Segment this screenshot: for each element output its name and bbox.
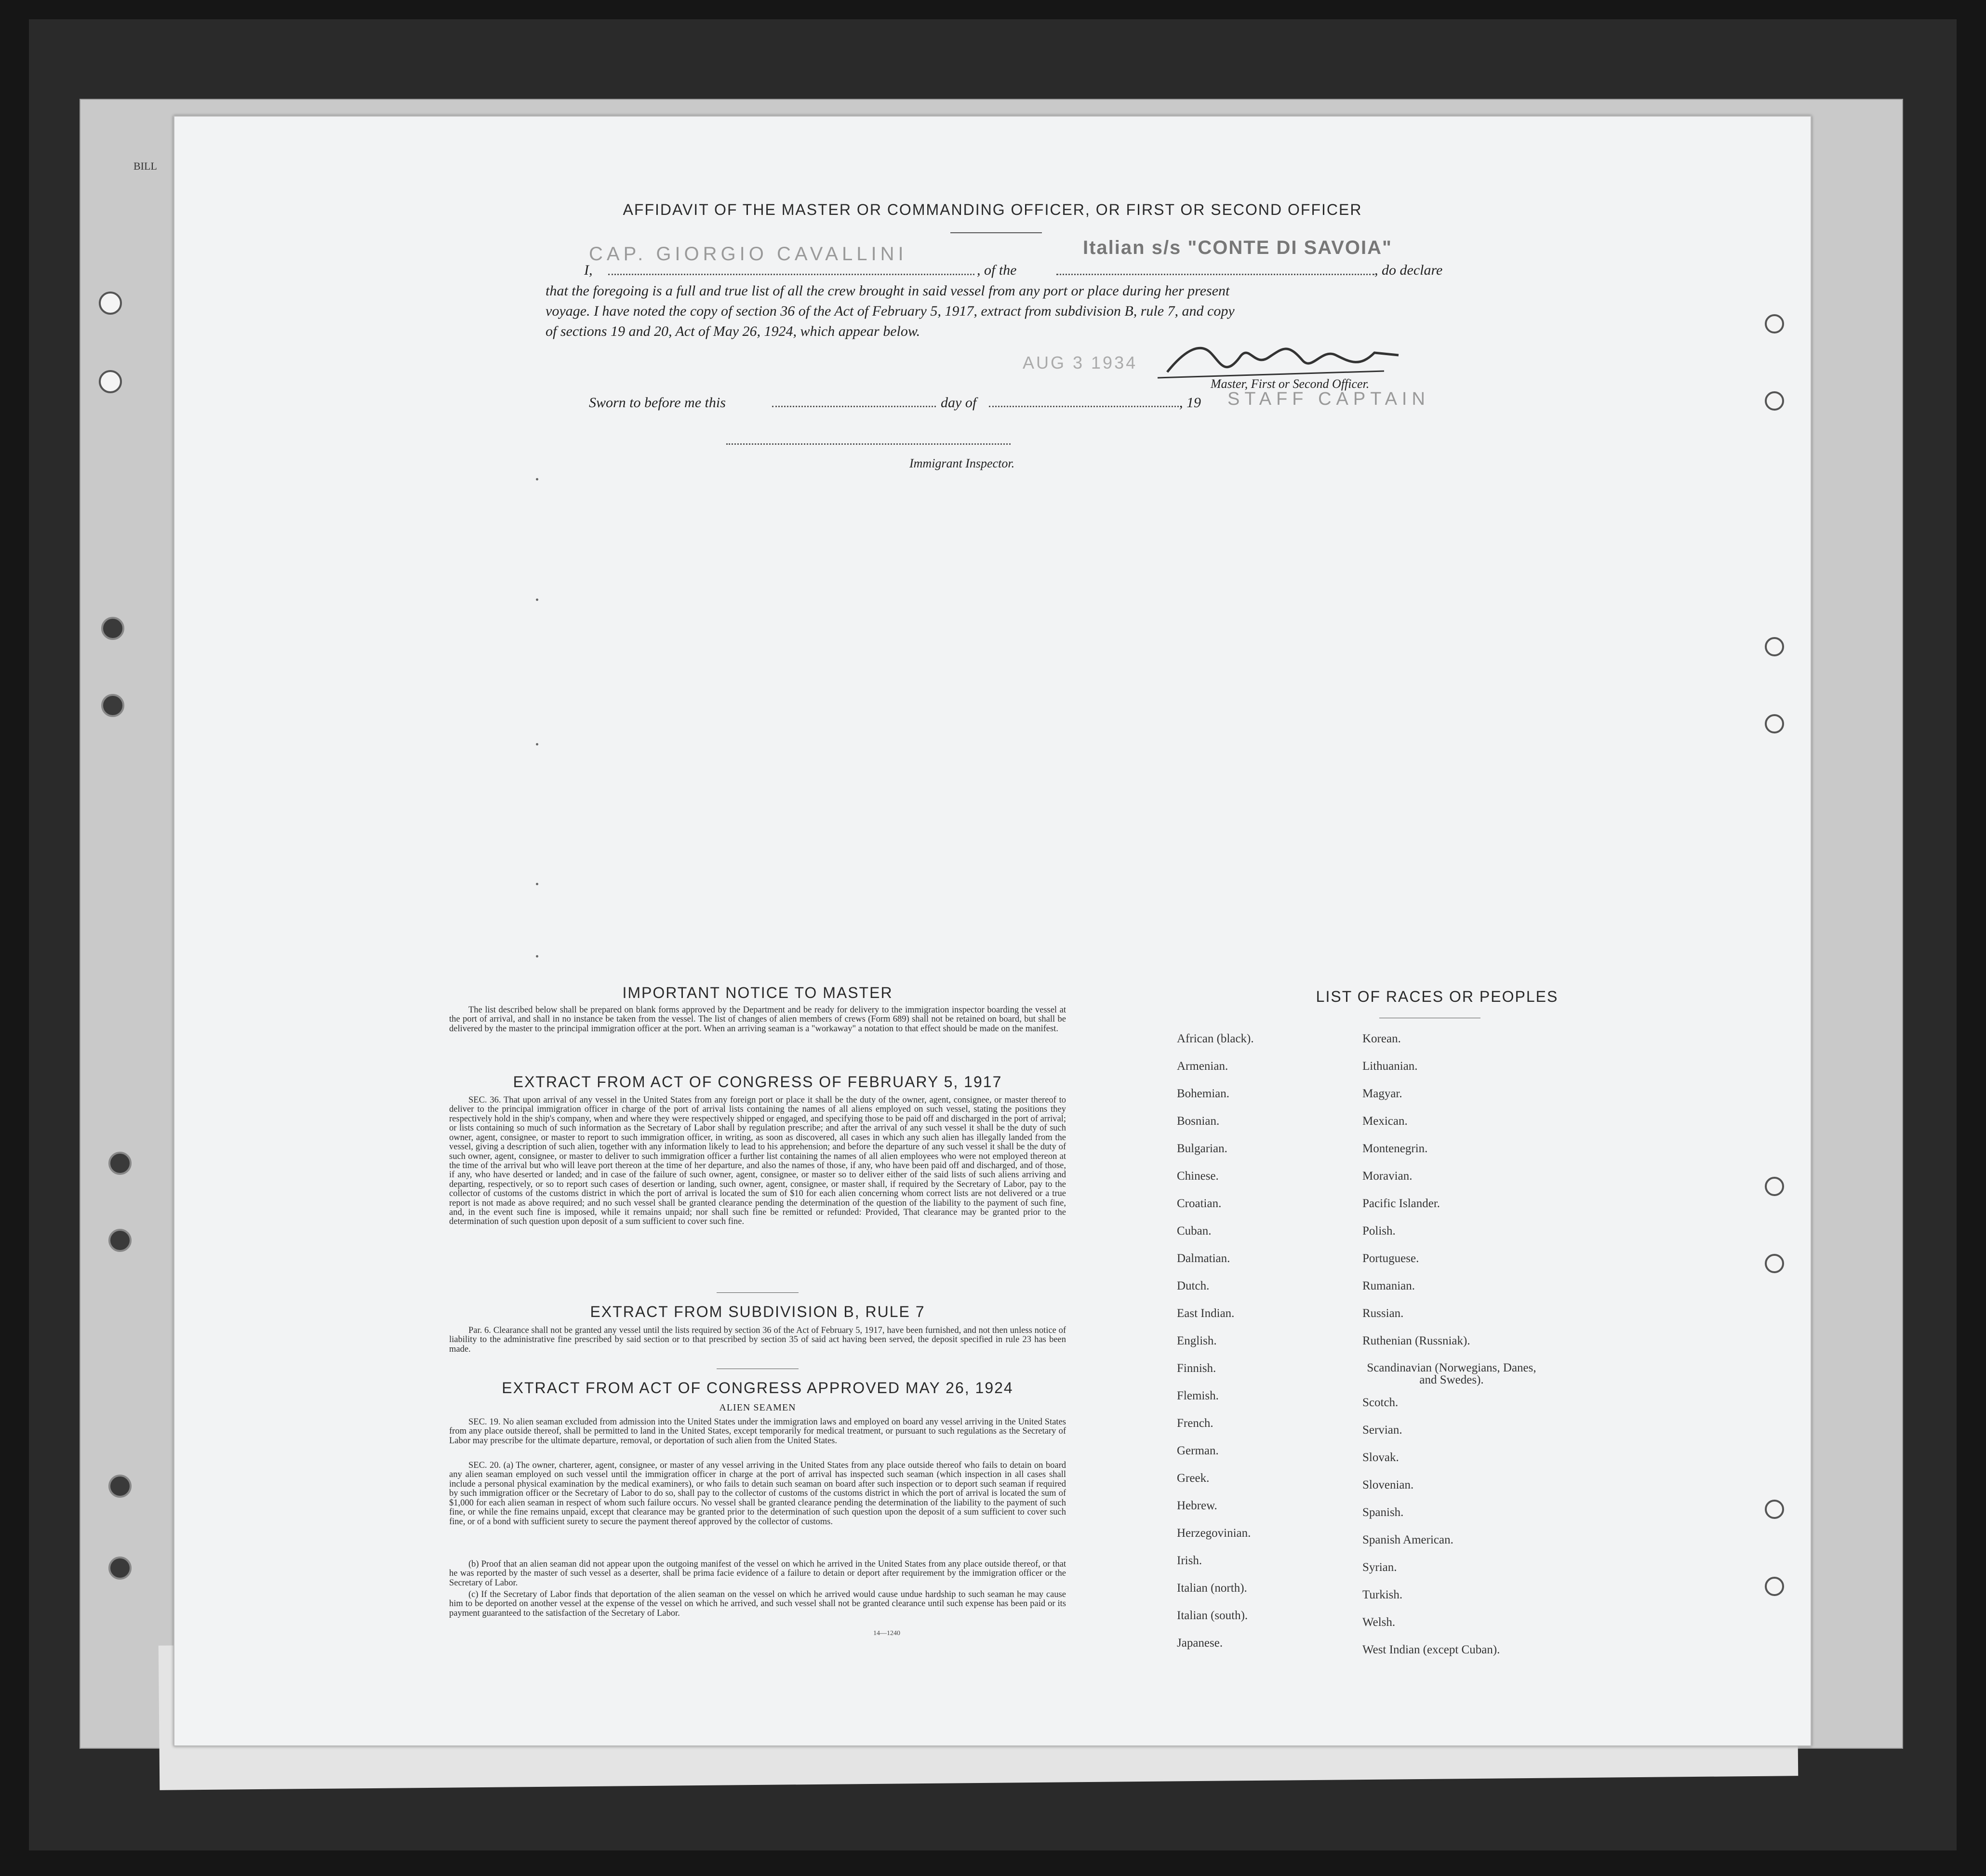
race-item: Japanese. xyxy=(1177,1637,1223,1650)
race-item: Herzegovinian. xyxy=(1177,1527,1251,1540)
race-item: Scandinavian (Norwegians, Danes, and Swedes). xyxy=(1367,1361,1536,1386)
punch-hole-icon xyxy=(1765,314,1784,333)
signature-caption: Master, First or Second Officer. xyxy=(1211,377,1370,391)
race-item: Croatian. xyxy=(1177,1197,1222,1210)
notice-title: IMPORTANT NOTICE TO MASTER xyxy=(622,984,893,1001)
punch-hole-icon xyxy=(108,1229,132,1252)
declaration-line-3: voyage. I have noted the copy of section 36 of the Act of February 5, 1917, extract from subdivision B, rule 7, and copy xyxy=(546,303,1235,319)
inspector-caption: Immigrant Inspector. xyxy=(909,456,1015,470)
race-item: Lithuanian. xyxy=(1362,1060,1418,1073)
race-item: Portuguese. xyxy=(1362,1252,1419,1265)
title-rule xyxy=(950,232,1042,233)
race-item: Scotch. xyxy=(1362,1396,1399,1409)
race-item: Pacific Islander. xyxy=(1362,1197,1440,1210)
sworn-label: Sworn to before me this xyxy=(589,395,726,411)
race-item: Ruthenian (Russniak). xyxy=(1362,1334,1470,1347)
race-item: English. xyxy=(1177,1334,1217,1347)
race-item: Slovak. xyxy=(1362,1451,1399,1464)
of-the-label: , of the xyxy=(977,262,1017,278)
margin-dot xyxy=(536,743,538,745)
race-item: Turkish. xyxy=(1362,1588,1403,1601)
race-item: West Indian (except Cuban). xyxy=(1362,1643,1500,1656)
staff-captain-stamp: STAFF CAPTAIN xyxy=(1227,389,1430,409)
races-title: LIST OF RACES OR PEOPLES xyxy=(1316,988,1559,1005)
sec19-body: SEC. 19. No alien seaman excluded from admission into the United States under the immigration laws and employed on board any vessel arriving in the United States from any place outside thereof, shall be permitted to land in the United States, except temporarily for medical treatment, or pursuant to such regulations as the Secretary of Labor may prescribe for the ultimate departure, removal, or deportation of such alien from the United States. xyxy=(449,1417,1066,1446)
race-item: Servian. xyxy=(1362,1424,1402,1437)
vessel-name-stamp: Italian s/s "CONTE DI SAVOIA" xyxy=(1083,237,1392,258)
notice-body: The list described below shall be prepared on blank forms approved by the Department and be ready for delivery to the immigration inspector boarding the vessel at the port of arrival, and shall in no instance be taken from the vessel. The list of changes of alien members of crews (Form 689) shall not be retained on board, but shall be delivered by the master to the principal immigration officer at the port. When an arriving seaman is a "workaway" a notation to that effect should be made on the manifest. xyxy=(449,1005,1066,1034)
race-item: Dutch. xyxy=(1177,1279,1210,1292)
race-item: Spanish. xyxy=(1362,1506,1404,1519)
margin-dot xyxy=(536,883,538,885)
race-item: Italian (north). xyxy=(1177,1582,1247,1595)
sec20a-body: SEC. 20. (a) The owner, charterer, agent, consignee, or master of any vessel arriving in the United States from any place outside thereof who fails to detain on board any alien seaman employed on such vessel until the immigration officer in charge at the port of arrival has inspected such seaman (which inspection in all cases shall include a personal physical examination by the medical examiners), or who fails to detain such seaman on board after such inspection or to deport such seaman if required by such immigration officer or the Secretary of Labor to do so, shall pay to the collector of customs of the customs district in which the port of arrival is located the sum of $1,000 for each alien seaman in respect of whom such failure occurs. No vessel shall be granted clearance pending the determination of the liability to the payment of such fine, or while the fine remains unpaid, except that clearance may be granted prior to the determination of such question upon the deposit of a sum sufficient to cover such fine, or of a bond with sufficient surety to secure the payment thereof approved by the collector of customs. xyxy=(449,1461,1066,1527)
punch-hole-icon xyxy=(1765,637,1784,656)
declaration-line-4: of sections 19 and 20, Act of May 26, 1924, which appear below. xyxy=(546,323,920,339)
race-item: Montenegrin. xyxy=(1362,1142,1428,1155)
extract-rule7-title: EXTRACT FROM SUBDIVISION B, RULE 7 xyxy=(590,1303,925,1320)
race-item: Russian. xyxy=(1362,1307,1404,1320)
section-rule xyxy=(717,1292,799,1293)
margin-dot xyxy=(536,955,538,958)
punch-hole-icon xyxy=(1765,1254,1784,1273)
alien-seamen-subtitle: ALIEN SEAMEN xyxy=(719,1402,796,1413)
punch-hole-icon xyxy=(101,617,124,640)
do-declare-label: , do declare xyxy=(1374,262,1443,278)
sworn-day-line xyxy=(772,406,936,407)
race-item: Syrian. xyxy=(1362,1561,1397,1574)
sworn-month-line xyxy=(989,406,1182,407)
race-item: Slovenian. xyxy=(1362,1478,1414,1491)
extract-1924-title: EXTRACT FROM ACT OF CONGRESS APPROVED MAY 26, 1924 xyxy=(502,1379,1013,1397)
race-item: Bohemian. xyxy=(1177,1087,1230,1100)
vessel-line xyxy=(1056,274,1374,275)
punch-hole-icon xyxy=(108,1557,132,1580)
race-item: Welsh. xyxy=(1362,1616,1396,1629)
affidavit-title: AFFIDAVIT OF THE MASTER OR COMMANDING OFFICER, OR FIRST OR SECOND OFFICER xyxy=(623,201,1362,218)
race-item: French. xyxy=(1177,1417,1213,1430)
race-item: Korean. xyxy=(1362,1032,1401,1045)
race-item: Moravian. xyxy=(1362,1170,1413,1183)
name-line xyxy=(608,274,974,275)
race-item: Irish. xyxy=(1177,1554,1202,1567)
punch-hole-icon xyxy=(1765,714,1784,733)
extract-rule7-body: Par. 6. Clearance shall not be granted any vessel until the lists required by section 36 of the Act of February 5, 1917, have been furnished, and not then unless notice of liability to the administrative fine prescribed by said section or to that prescribed by section 35 of said act having been served, the deposit specified in rule 23 has been made. xyxy=(449,1326,1066,1354)
inspector-line xyxy=(726,443,1011,445)
race-item: Hebrew. xyxy=(1177,1499,1217,1512)
margin-dot xyxy=(536,599,538,601)
year-label: , 19 xyxy=(1179,395,1201,411)
race-item: Spanish American. xyxy=(1362,1533,1453,1546)
race-item: Mexican. xyxy=(1362,1115,1408,1128)
date-stamp: AUG 3 1934 xyxy=(1023,353,1138,373)
race-item: Greek. xyxy=(1177,1472,1210,1485)
under-sheet-top-label: BILL xyxy=(133,160,157,172)
race-item: Cuban. xyxy=(1177,1224,1212,1237)
race-item: Bosnian. xyxy=(1177,1115,1220,1128)
name-prefix: I, xyxy=(584,262,593,278)
race-item: Bulgarian. xyxy=(1177,1142,1227,1155)
punch-hole-icon xyxy=(1765,1177,1784,1196)
master-name-stamp: CAP. GIORGIO CAVALLINI xyxy=(589,243,907,265)
punch-hole-icon xyxy=(99,292,122,315)
affidavit-sheet xyxy=(173,116,1812,1746)
race-item: Chinese. xyxy=(1177,1170,1219,1183)
punch-hole-icon xyxy=(1765,1500,1784,1519)
punch-hole-icon xyxy=(101,694,124,717)
day-of-label: day of xyxy=(941,395,977,411)
race-item: Armenian. xyxy=(1177,1060,1228,1073)
extract-1917-title: EXTRACT FROM ACT OF CONGRESS OF FEBRUARY 5, 1917 xyxy=(513,1073,1002,1091)
race-item: German. xyxy=(1177,1444,1219,1457)
sec20b-body: (b) Proof that an alien seaman did not appear upon the outgoing manifest of the vessel on which he arrived in the United States from any place outside thereof, or that he was reported by the master of such vessel as a deserter, shall be prima facie evidence of a failure to detain or deport after requirement by the immigration officer or the Secretary of Labor. xyxy=(449,1559,1066,1588)
punch-hole-icon xyxy=(108,1152,132,1175)
punch-hole-icon xyxy=(1765,391,1784,411)
race-item: Polish. xyxy=(1362,1224,1396,1237)
declaration-line-2: that the foregoing is a full and true list of all the crew brought in said vessel from any port or place during her present xyxy=(546,283,1230,299)
race-item: Magyar. xyxy=(1362,1087,1402,1100)
races-left-column xyxy=(1177,1032,1350,1659)
race-item: African (black). xyxy=(1177,1032,1254,1045)
race-item: East Indian. xyxy=(1177,1307,1235,1320)
extract-1917-body: SEC. 36. That upon arrival of any vessel in the United States from any foreign port or place it shall be the duty of the owner, agent, consignee, or master thereof to deliver to the principal immigration officer in charge of the port of arrival lists containing the names of all aliens employed on such vessel, stating the positions they respectively hold in the ship's company, when and where they were respectively shipped or engaged, and specifying those to be paid off and discharged in the port of arrival; or lists containing so much of such information as the Secretary of Labor shall by regulation prescribe; and after the arrival of any such vessel it shall be the duty of such owner, agent, consignee, or master to report to such immigration officer, in writing, as soon as discovered, all cases in which any such alien has illegally landed from the vessel, giving a description of such alien, together with any information likely to lead to his apprehension; and before the departure of any such vessel it shall be the duty of such owner, agent, consignee, or master to deliver to such immigration officer a further list containing the names of all alien employees who were not employed thereon at the time of the arrival but who will leave port thereon at the time of her departure, and also the names of those, if any, who have been paid off and discharged, and of those, if any, who have deserted or landed; and in case of the failure of such owner, agent, consignee, or master so to deliver either of the said lists of such aliens arriving and departing, respectively, or so to report such cases of desertion or landing, such owner, agent, consignee, or master shall, if required by the Secretary of Labor, pay to the collector of customs of the customs district in which the port of arrival is located the sum of $10 for each alien concerning whom correct lists are not delivered or a true report is not made as above required; and no such vessel shall be granted clearance pending the determination of the question of the liability to the payment of such fine, and, in the event such fine is imposed, while it remains unpaid; nor shall such fine be remitted or refunded: Provided, That clearance may be granted prior to the determination of such question upon deposit of a sum sufficient to cover such fine. xyxy=(449,1095,1066,1227)
race-item: Italian (south). xyxy=(1177,1609,1248,1622)
punch-hole-icon xyxy=(108,1475,132,1498)
form-number: 14—1240 xyxy=(873,1630,900,1637)
race-item: Flemish. xyxy=(1177,1389,1219,1402)
punch-hole-icon xyxy=(99,370,122,393)
race-item: Dalmatian. xyxy=(1177,1252,1230,1265)
races-right-column xyxy=(1362,1032,1565,1659)
punch-hole-icon xyxy=(1765,1577,1784,1596)
race-item: Finnish. xyxy=(1177,1362,1216,1375)
race-item: Rumanian. xyxy=(1362,1279,1415,1292)
margin-dot xyxy=(536,478,538,480)
sec20c-body: (c) If the Secretary of Labor finds that deportation of the alien seaman on the vessel on which he arrived would cause undue hardship to such seaman he may cause him to be deported on another vessel at the expense of the vessel on which he arrived, and such vessel shall not be granted clearance until such expense has been paid or its payment guaranteed to the satisfaction of the Secretary of Labor. xyxy=(449,1590,1066,1618)
